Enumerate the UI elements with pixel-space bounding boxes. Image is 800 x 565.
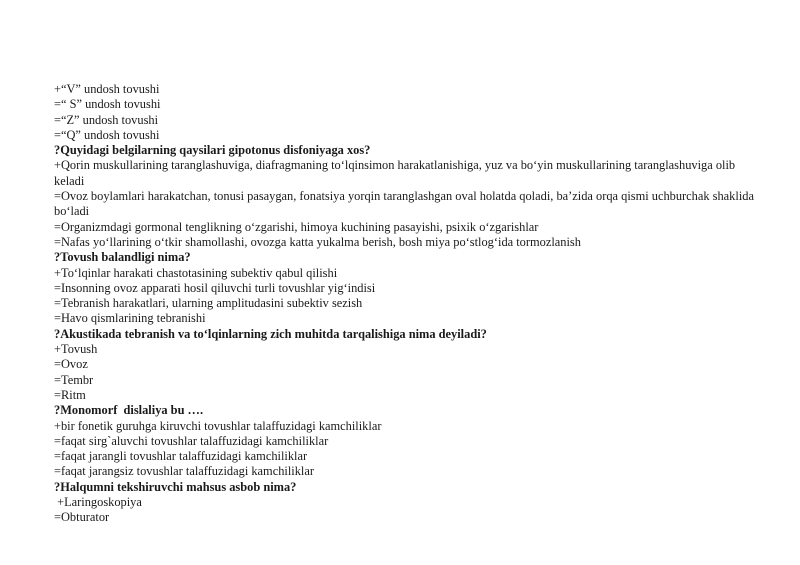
answer-line: +Qorin muskullarining taranglashuviga, diafragmaning to‘lqinsimon harakatlanishiga, yuz va bo‘yin muskullarining taranglashuviga olib keladi	[54, 158, 739, 188]
answer-line: =“ S” undosh tovushi	[54, 97, 161, 112]
answer-line: =Ritm	[54, 387, 86, 402]
question-line: ?Quyidagi belgilarning qaysilari gipotonus disfoniyaga xos?	[54, 143, 371, 158]
answer-line: =Ovoz	[54, 357, 88, 372]
answer-line: +Laringoskopiya	[54, 495, 142, 510]
question-line: ?Tovush balandligi nima?	[54, 250, 191, 265]
answer-line: =Nafas yo‘llarining o‘tkir shamollashi, ovozga katta yukalma berish, bosh miya po‘stlog‘ida tormozlanish	[54, 234, 581, 249]
question-line: ?Akustikada tebranish va to‘lqinlarning zich muhitda tarqalishiga nima deyiladi?	[54, 326, 487, 341]
document-body	[54, 82, 758, 526]
answer-line: =faqat jarangli tovushlar talaffuzidagi kamchiliklar	[54, 449, 308, 464]
answer-line: =Organizmdagi gormonal tenglikning o‘zgarishi, himoya kuchining pasayishi, psixik o‘zgarishlar	[54, 219, 539, 234]
answer-line: +To‘lqinlar harakati chastotasining subektiv qabul qilishi	[54, 265, 338, 280]
answer-line: =faqat jarangsiz tovushlar talaffuzidagi kamchiliklar	[54, 464, 314, 479]
answer-line: =Tebranish harakatlari, ularning amplitudasini subektiv sezish	[54, 296, 363, 311]
answer-line: =faqat sirg`aluvchi tovushlar talaffuzidagi kamchiliklar	[54, 433, 329, 448]
question-line: ?Halqumni tekshiruvchi mahsus asbob nima?	[54, 479, 297, 494]
answer-line: =Insonning ovoz apparati hosil qiluvchi turli tovushlar yig‘indisi	[54, 280, 376, 295]
question-line: ?Monomorf dislaliya bu ….	[54, 403, 204, 418]
answer-line: =Obturator	[54, 510, 110, 525]
answer-line: +bir fonetik guruhga kiruvchi tovushlar talaffuzidagi kamchiliklar	[54, 418, 382, 433]
answer-line: =Havo qismlarining tebranishi	[54, 311, 206, 326]
answer-line: =Tembr	[54, 372, 94, 387]
answer-line: =Ovoz boylamlari harakatchan, tonusi pasaygan, fonatsiya yorqin taranglashgan oval holatda qoladi, ba’zida orqa qismi uchburchak shaklida bo‘ladi	[54, 189, 758, 219]
answer-line: +Tovush	[54, 342, 98, 357]
answer-line: =“Q” undosh tovushi	[54, 127, 160, 142]
answer-line: =“Z” undosh tovushi	[54, 112, 159, 127]
answer-line: +“V” undosh tovushi	[54, 82, 160, 96]
